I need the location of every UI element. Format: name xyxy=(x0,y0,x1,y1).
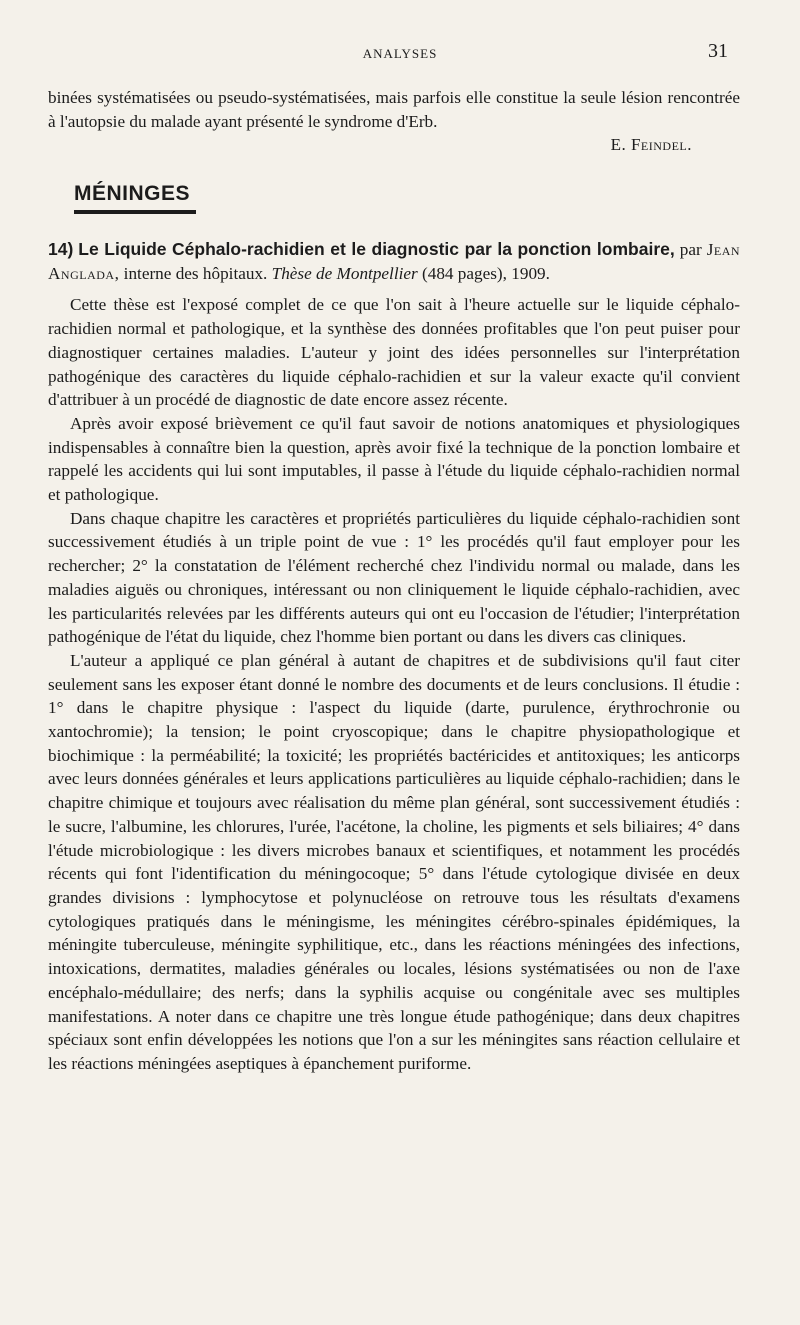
previous-article-text: binées systématisées ou pseudo-systématisées, mais parfois elle constitue la seule lésion rencontrée à l'autopsie du malade ayant présenté le syndrome d'Erb. xyxy=(48,88,740,131)
body-paragraph-1: Cette thèse est l'exposé complet de ce que l'on sait à l'heure actuelle sur le liquide céphalo-rachidien normal et pathologique, et la synthèse des données profitables que l'on peut puiser pour diagnostiquer certaines maladies. L'auteur y joint des idées personnelles sur l'interprétation pathogénique des caractères du liquide céphalo-rachidien et sur la valeur exacte qu'il convient d'attribuer à un procédé de diagnostic de date encore assez récente. xyxy=(48,295,740,410)
page-number: 31 xyxy=(708,40,728,62)
section-underline xyxy=(74,210,196,214)
running-title: ANALYSES xyxy=(362,46,438,61)
article-by: par xyxy=(679,240,702,259)
body-paragraph-2: Après avoir exposé brièvement ce qu'il faut savoir de notions anatomiques et physiologiques indispensables à connaître bien la question, après avoir fixé la technique de la ponction lombaire et rappelé les accidents qui lui sont imputables, il passe à l'étude du liquide céphalo-rachidien normal et pathologique. xyxy=(48,413,740,505)
body-paragraph-3: Dans chaque chapitre les caractères et propriétés particulières du liquide céphalo-rachidien sont successivement étudiés à un triple point de vue : 1° les procédés qu'il faut employer pour les rechercher; 2° la constatation de l'élément recherché chez l'individu normal ou malade, dans les maladies aiguës ou chroniques, intéressant ou non cliniquement le liquide céphalo-rachidien, avec les particularités relevées par les différents auteurs qui ont eu l'occasion de l'étudier; l'interprétation pathogénique de l'état du liquide, chez l'homme bien portant ou dans les divers cas cliniques. xyxy=(48,508,740,647)
article-details: (484 pages), 1909. xyxy=(422,263,550,283)
article-title: Le Liquide Céphalo-rachidien et le diagnostic par la ponction lombaire, xyxy=(78,239,675,259)
previous-article-tail xyxy=(48,86,740,157)
article-source: Thèse de Montpellier xyxy=(271,263,418,283)
article-citation xyxy=(48,238,740,285)
section-heading: MÉNINGES xyxy=(74,182,191,205)
article-affiliation: interne des hôpitaux. xyxy=(123,263,268,283)
previous-signature: E. Feindel. xyxy=(610,135,692,155)
article-entry xyxy=(48,238,740,1076)
body-paragraph-4: L'auteur a appliqué ce plan général à autant de chapitres et de subdivisions qu'il faut citer seulement sans les exposer étant donné le nombre des documents et de leurs conclusions. Il étudie : 1° dans le chapitre physique : l'aspect du liquide (darte, purulence, érythrochronie ou xantochromie); la tension; le point cryoscopique; dans le chapitre physiopathologique et biochimique : la perméabilité; la toxicité; les propriétés bactéricides et antitoxiques; les anticorps avec leurs données générales et leurs applications particulières au liquide céphalo-rachidien; dans le chapitre chimique et toujours avec réalisation du même plan général, sont successivement étudiés : le sucre, l'albumine, les chlorures, l'urée, l'acétone, la choline, les pigments et sels biliaires; 4° dans l'étude microbiologique : les divers microbes banaux et scientifiques, et notamment les procédés récents qui font l'identification du méningocoque; 5° dans l'étude cytologique divisée en deux grandes divisions : lymphocytose et polynucléose on retrouve tous les résultats d'examens cytologiques pratiqués dans le méningisme, les méningites cérébro-spinales épidémiques, la méningite tuberculeuse, méningite syphilitique, etc., dans les réactions méningées des infections, intoxications, dermatites, maladies générales ou locales, lésions systématisées ou non de l'axe encéphalo-médullaire; des nerfs; dans la syphilis acquise ou congénitale avec ses multiples manifestations. A noter dans ce chapitre une très longue étude pathogénique; dans deux chapitres spéciaux sont enfin développées les notions que l'on a sur les méningites sans réaction cellulaire et les réactions méningées aseptiques à épanchement puriforme. xyxy=(48,650,740,1073)
article-author: Jean Anglada, xyxy=(48,240,741,283)
article-number: 14) xyxy=(48,239,74,259)
